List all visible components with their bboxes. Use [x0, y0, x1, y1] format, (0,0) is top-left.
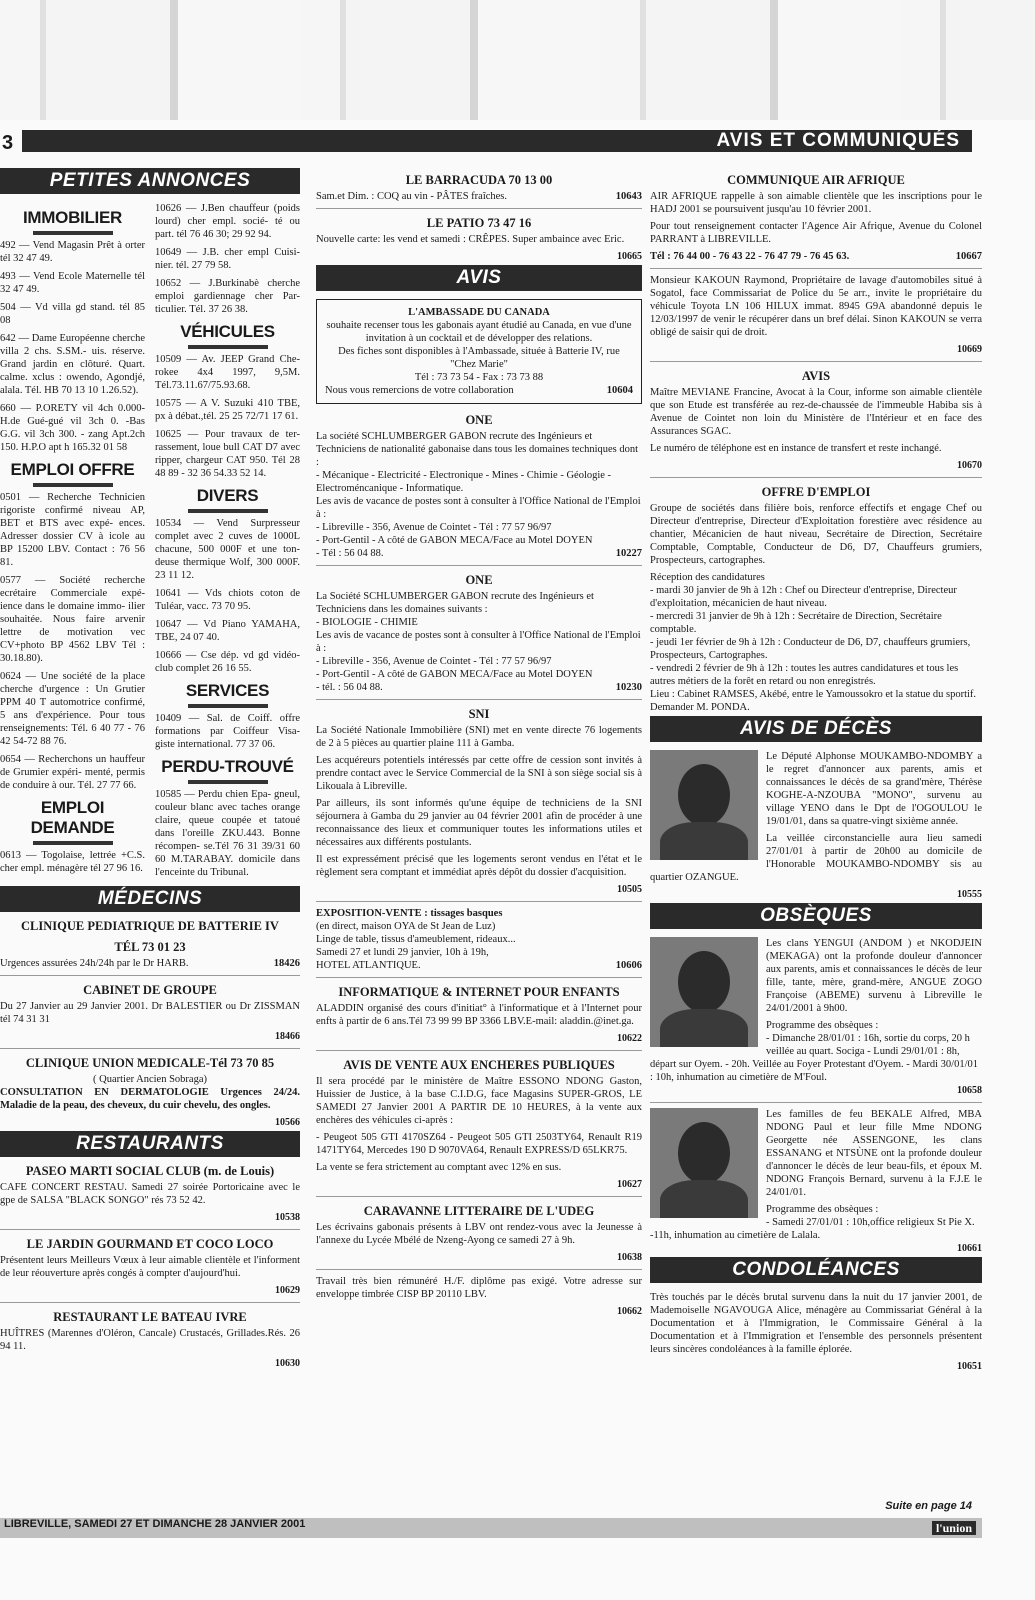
condoleances-banner: CONDOLÉANCES [650, 1257, 982, 1283]
ad-title: ONE [465, 573, 493, 587]
classified-ad: 10585 — Perdu chien Epa- gneul, couleur blanc avec taches orange claire, queue coupée et tatoué dans l'oreille ZKU.443. Bonne récompen- se.Tél 76 31 39/31 60 60 M.TARABAY. domicile dans l'enceinte du Tribunal. [155, 789, 300, 878]
ad-line: La société SCHLUMBERGER GABON recrute des Ingénieurs et Techniciens de nationalité gabonaise dans tous les domaines techniques dont : [316, 431, 639, 468]
ref-number: 10643 [615, 191, 642, 202]
restaurant-text: Présentent leurs Meilleurs Vœux à leur aimable clientèle et l'informent de leur réouverture après congés à compter d'aujourd'hui. [0, 1255, 300, 1279]
continued-on-page: Suite en page 14 [885, 1500, 972, 1512]
ad-paragraph: Par ailleurs, ils sont informés qu'une équipe de techniciens de la SNI séjournera à Gamba du 29 janvier au 04 février 2001 afin de procéder à une reconnaissance des lieux et communiquer toutes les informations utiles et nécessaires aux différents postulants. [316, 798, 642, 848]
restaurant-text: CAFE CONCERT RESTAU. Samedi 27 soirée Portoricaine avec le gpe de SALSA "BLACK SONGO" rés 73 52 42. [0, 1182, 300, 1206]
classified-ad: 10509 — Av. JEEP Grand Che- rokee 4x4 1997, 9,5M. Tél.73.11.67/75.93.68. [155, 354, 300, 391]
ad-text: Sam.et Dim. : COQ au vin - PÂTES fraîches. [316, 191, 508, 202]
ad-paragraph: Les acquéreurs potentiels intéressés par cette offre de cession sont invités à prendre contact avec le Service Commercial de la SNI à son siège social sis à Likouala à Libreville. [316, 755, 642, 792]
restaurant-name: PASEO MARTI SOCIAL CLUB (m. de Louis) [25, 1164, 275, 1178]
ad-line: Samedi 27 et lundi 29 janvier, 10h à 19h, [316, 947, 489, 958]
barracuda-ad [316, 174, 642, 203]
classified-ad: 493 — Vend Ecole Maternelle tél 32 47 49. [0, 271, 145, 295]
restaurant-name: LE JARDIN GOURMAND ET COCO LOCO [26, 1237, 274, 1251]
deces-notice [650, 750, 982, 901]
classified-ad: 0501 — Recherche Technicien rigoriste confirmé niveau AP, BET et BTS avec expé- ences. Adresser dossier CV à icole au BP 15200 LBV. Contact : 76 56 81. [0, 492, 145, 568]
ref-number: 10638 [617, 1252, 642, 1263]
ad-line: - Peugeot 505 GTI 4170SZ64 - Peugeot 505 GTI 2503TY64, Renault R19 1471TY64, Mercedes 190 D 9070VA64, Renault EXPRESS/D 65LKR75. [316, 1132, 642, 1156]
classified-ad: 10641 — Vds chiots coton de Tuléar, vacc. 73 70 95. [155, 588, 300, 612]
ad-text: Maître MEVIANE Francine, Avocat à la Cour, informe son aimable clientèle que son Etude est transférée au rez-de-chaussée de l'immeuble Habiba sis à Avenue de Cointet non loin du Ministère de l'Intérieur et en face des Assurances SGAC. [650, 387, 982, 437]
ad-text: Le Député Alphonse MOUKAMBO-NDOMBY a le regret d'annoncer aux parents, amis et connaissances le décès de sa grand'mère, Thérèse KOGHE-A-NZOUBA "MONO", survenu au village YENO dans le Dpt de l'OGOULOU le 19/01/01, dans sa quatre-vingt sixième année. [766, 751, 982, 827]
restaurant-name: RESTAURANT LE BATEAU IVRE [53, 1310, 247, 1324]
ad-line: HOTEL ATLANTIQUE. [316, 960, 421, 971]
ad-line: - jeudi 1er février de 9h à 12h : Conducteur de D6, D7, chauffeurs grumiers, Prospecteurs, Cartographes. [650, 637, 971, 661]
ad-line: Linge de table, tissus d'ameublement, rideaux... [316, 934, 516, 945]
ref-number: 10669 [957, 344, 982, 355]
vente-encheres [316, 1059, 642, 1191]
restaurant-paseo-marti [0, 1165, 300, 1224]
ad-text: Les clans YENGUI (ANDOM ) et NKODJEIN (MEKAGA) ont la profonde douleur d'annoncer aux parents, amis et connaissances le décès de leur fille, tante, mère, grand-mère, ANGUE ZOGO Françoise (ABEME) survenu à Libreville le 24/01/2001 à 9h00. [766, 938, 982, 1014]
ref-number: 10538 [275, 1212, 300, 1223]
ref-number: 10566 [275, 1117, 300, 1128]
right-column [650, 166, 982, 1373]
classified-ad: 0654 — Recherchons un hauffeur de Grumier expéri- menté, permis de conduire à our. Tél. 27 77 66. [0, 754, 145, 791]
ad-line: - vendredi 2 février de 9h à 12h : toutes les autres candidatures et tous les autres métiers de la forêt en retard ou non enregistrés. [650, 663, 959, 687]
ref-number: 18466 [275, 1031, 300, 1042]
ref-number: 10661 [957, 1243, 982, 1254]
ref-number: 10622 [617, 1033, 642, 1044]
exposition-vente [316, 907, 642, 972]
ad-line: Programme des obsèques : [766, 1204, 879, 1215]
classified-ad: 0577 — Société recherche ecrétaire Commerciale expé- ience dans le domaine immo- ilier souhaitée. Nous faire arvenir lettre de motivation vec CV+photo BP 4562 LBV Tél : 30.18.80). [0, 575, 145, 664]
ad-text: Monsieur KAKOUN Raymond, Propriétaire de lavage d'automobiles situé à Sogatol, face Commissariat de Police du 5e arr., invite le propriétaire du véhicule Toyota LN 106 HILUX immat. 8945 G9A abandonné depuis le 12/03/1997 de venir le récupérer dans un bref délai. Sinon KAKOUN se verra obligé de saisir qui de droit. [650, 275, 982, 338]
ref-number: 10630 [275, 1358, 300, 1369]
classified-ad: 0624 — Une société de la place cherche d'urgence : Un Grutier PPM 40 T automotrice confirmé, 5 ans d'expérience. Pour tous renseignements: Tél. 6 40 77 - 76 42 54-72 88 76. [0, 671, 145, 747]
ad-title: INFORMATIQUE & INTERNET POUR ENFANTS [338, 985, 620, 999]
ad-line: Programme des obsèques : [766, 1020, 879, 1031]
ref-number: 10658 [957, 1085, 982, 1096]
classified-ad: 10534 — Vend Surpresseur complet avec 2 cuves de 1000L chacune, 500 000F et une ton- deuse thermique Wolf, 300 000F. 23 11 12. [155, 518, 300, 581]
section-title: AVIS ET COMMUNIQUÉS [711, 130, 967, 152]
classified-ad: 10625 — Pour travaux de ter- rassement, loue bull CAT D7 avec ripper, chargeur CAT 950. Tél 28 48 89 - 32 36 54.33 52 14. [155, 429, 300, 479]
category-emploi-demande: EMPLOI DEMANDE [0, 798, 145, 845]
newspaper-logo: l'union [932, 1521, 976, 1535]
one-schlumberger-2 [316, 574, 642, 694]
offre-emploi [650, 486, 982, 714]
clinic-name: CLINIQUE PEDIATRIQUE DE BATTERIE IV [21, 919, 279, 933]
ad-line: Réception des candidatures [650, 572, 765, 583]
clinic-phone: TÉL 73 01 23 [114, 940, 186, 954]
ref-number: 10670 [957, 460, 982, 471]
classified-ad: 504 — Vd villa gd stand. tél 85 08 [0, 302, 145, 326]
avis-meviane [650, 370, 982, 472]
classified-ad: 10575 — A V. Suzuki 410 TBE, px à débat.,tél. 25 25 72/71 17 61. [155, 398, 300, 422]
classified-ad: 10666 — Cse dép. vd gd vidéo- club complet 26 16 55. [155, 650, 300, 674]
ad-title: ONE [465, 413, 493, 427]
ad-text: Travail très bien rémunéré H./F. diplôme pas exigé. Votre adresse sur enveloppe timbrée CISP BP 20110 LBV. [316, 1276, 642, 1300]
ad-phones: Tél : 76 44 00 - 76 43 22 - 76 47 79 - 76 45 63. [650, 251, 850, 262]
deceased-photo [650, 937, 758, 1047]
category-perdu-trouve: PERDU-TROUVÉ [155, 757, 300, 784]
classified-ad: 10649 — J.B. cher empl Cuisi- nier. tél. 27 79 58. [155, 247, 300, 271]
restaurant-text: HUÎTRES (Marennes d'Oléron, Cancale) Crustacés, Grillades.Rés. 26 94 11. [0, 1328, 300, 1352]
ad-title: AVIS DE VENTE AUX ENCHERES PUBLIQUES [343, 1058, 615, 1072]
ad-text: La veillée circonstancielle aura lieu samedi 27/01/01 à partir de 20h00 au domicile de l'Honorable MOUKAMBO-NDOMBY sis au quartier OZANGUE. [650, 833, 982, 883]
clinic-text: Urgences assurées 24h/24h par le Dr HARB. [0, 958, 189, 969]
ref-number: 10651 [957, 1361, 982, 1372]
ad-text: Très touchés par le décès brutal survenu dans la nuit du 17 janvier 2001, de Mademoiselle NGAVOUGA Alice, ménagère au Commissariat Général à la Documentation et à l'Immigration, le Commissaire Général à la Documentation et à l'Immigration et l'ensemble des personnels présentent leurs sincères condoléances à la famille éplorée. [650, 1292, 982, 1355]
page-footer [0, 1518, 982, 1538]
ad-text: Le numéro de téléphone est en instance de transfert et reste inchangé. [650, 443, 942, 454]
ad-text: Des fiches sont disponibles à l'Ambassade, située à Batterie IV, rue "Chez Marie" [338, 346, 620, 370]
ad-text: Il sera procédé par le ministère de Maître ESSONO NDONG Gaston, Huissier de Justice, à la base C.I.D.G, face Magasins SUPER-GROS, LE SAMEDI 27 Janvier 2001 A PARTIR DE 10 HEURES, à la vente aux enchères des véhicules ci-après : [316, 1076, 642, 1126]
ad-text: Pour tout renseignement contacter l'Agence Air Afrique, Avenue du Colonel PARRANT à LIBREVILLE. [650, 221, 982, 245]
left-column [0, 166, 300, 1370]
ad-title: AVIS [801, 369, 831, 383]
ad-line: Lieu : Cabinet RAMSES, Akébé, entre le Yamoussokro et la statue du sportif. Demander M. PONDA. [650, 689, 977, 713]
classified-ad: 0613 — Togolaise, lettrée +C.S. cher empl. ménagère tél 27 96 16. [0, 850, 145, 874]
obseques-banner: OBSÈQUES [650, 903, 982, 929]
section-header-bar [22, 130, 972, 152]
category-vehicules: VÉHICULES [155, 322, 300, 349]
ad-line: - Dimanche 28/01/01 : 16h, sortie du corps, 20 h veillée au quart. Sociga - Lundi 29/01/01 : 8h, départ sur Oyem. - 20h. Veillée au Foyer Protestant d'Oyem. - Mardi 30/01/01 : 10h, inhumation au cimetière de M'Foul. [650, 1033, 979, 1083]
avis-deces-banner: AVIS DE DÉCÈS [650, 716, 982, 742]
classified-ad: 10626 — J.Ben chauffeur (poids lourd) cher empl. socié- té ou part. tél 76 46 30; 29 92 94. [155, 203, 300, 240]
air-afrique-notice [650, 174, 982, 263]
informatique-enfants [316, 986, 642, 1045]
ad-line: - Port-Gentil - A côté de GABON MECA/Face au Motel DOYEN [316, 535, 593, 546]
ref-number: 10606 [615, 960, 642, 971]
clinic-text: Du 27 Janvier au 29 Janvier 2001. Dr BALESTIER ou Dr ZISSMAN tél 74 31 31 [0, 1001, 300, 1025]
restaurants-banner: RESTAURANTS [0, 1131, 300, 1157]
ad-title: LE BARRACUDA 70 13 00 [405, 173, 553, 187]
ad-title: SNI [468, 707, 490, 721]
category-immobilier: IMMOBILIER [0, 208, 145, 235]
clinic-text: CONSULTATION EN DERMATOLOGIE Urgences 24/24. Maladie de la peau, des cheveux, du cuir chevelu, des ongles. [0, 1087, 300, 1111]
ad-text: Tél : 73 73 54 - Fax : 73 73 88 [414, 372, 544, 383]
ad-text: AIR AFRIQUE rappelle à son aimable clientèle que les inscriptions pour le HADJ 2001 se poursuivent jusqu'au 10 février 2001. [650, 191, 982, 215]
ad-text: Groupe de sociétés dans filière bois, renforce effectifs et engage Chef ou Directeur d'entreprise, Directeur d'Exploitation forestière avec résidence au chantier, Mécanicien de haut niveau, Secrétaire de Direction, Secrétaire Comptable, Comptable, Conducteur de D6, D7, Chauffeurs grumiers, Prospecteurs, cartographes. [650, 503, 982, 566]
caravane-udeg [316, 1205, 642, 1264]
classified-ad: 10647 — Vd Piano YAMAHA, TBE, 24 07 40. [155, 619, 300, 643]
ad-text: Nous vous remercions de votre collaboration [325, 385, 514, 396]
classified-ad: 10409 — Sal. de Coiff. offre formations par Coiffeur Visa- giste international. 77 37 06. [155, 713, 300, 750]
clinic-name: CABINET DE GROUPE [83, 983, 217, 997]
edition-date: LIBREVILLE, SAMEDI 27 ET DIMANCHE 28 JANVIER 2001 [4, 1518, 306, 1530]
ad-text: Les familles de feu BEKALE Alfred, MBA NDONG Paul et leur fille Mme NDONG Georgette née ASSENGONE, les clans ESSANANG et NTSÙNE ont la profonde douleur d'annoncer le décès de leur beau-fils, et époux M. NDONG François Bernard, survenu à la F.J.E le 24/01/01. [766, 1109, 982, 1198]
ad-text: Nouvelle carte: les vend et samedi : CRÊPES. Super ambaince avec Eric. [316, 234, 625, 245]
ad-line: - Libreville - 356, Avenue de Cointet - Tél : 77 57 96/97 [316, 656, 552, 667]
ad-line: - mercredi 31 janvier de 9h à 12h : Secrétaire de Direction, Secrétaire comptable. [650, 611, 942, 635]
medecin-cabinet-groupe [0, 984, 300, 1043]
patio-ad [316, 217, 642, 263]
avis-banner: AVIS [316, 265, 642, 291]
ref-number: 10604 [606, 385, 633, 396]
ad-line: Les avis de vacance de postes sont à consulter à l'Office National de l'Emploi à : [316, 496, 641, 520]
ad-line: - Mécanique - Electricité - Electronique - Mines - Chimie - Géologie - Electroméncanique - Informatique. [316, 470, 612, 494]
ad-line: - Port-Gentil - A côté de GABON MECA/Face au Motel DOYEN [316, 669, 593, 680]
classified-ad: 492 — Vend Magasin Prêt à orter tél 32 47 49. [0, 240, 145, 264]
ref-number: 10227 [615, 548, 642, 559]
ref-number: 10667 [955, 251, 982, 262]
ad-paragraph: Il est expressément précisé que les logements seront vendus en l'état et le règlement sera comptant et immédiat après dépôt du dossier d'acquisition. [316, 854, 642, 878]
travail-ad [316, 1275, 642, 1318]
condoleances-notice [650, 1291, 982, 1373]
obseques-notice-1 [650, 937, 982, 1097]
medecins-banner: MÉDECINS [0, 886, 300, 912]
category-services: SERVICES [155, 681, 300, 708]
scan-background [0, 0, 1035, 120]
deceased-photo [650, 750, 758, 860]
classifieds-grid [0, 202, 300, 884]
ad-text: Les écrivains gabonais présents à LBV ont rendez-vous avec la Jeunesse à l'annexe du Lycée Mbélé de Nzeng-Ayong ce samedi 27 à 9h. [316, 1222, 642, 1246]
classified-ad: 642 — Dame Européenne cherche villa 2 chs. S.SM.- uis. réserve. Grand jardin en clôturé. Quart. calme. xclus : owendo, Agondjé, alala. Tél. HB 70 13 10 1.26.52). [0, 333, 145, 396]
ad-title: COMMUNIQUE AIR AFRIQUE [727, 173, 905, 187]
classifieds-col-a [0, 202, 145, 884]
ad-title: OFFRE D'EMPLOI [761, 485, 871, 499]
newspaper-page [0, 126, 982, 1538]
ad-text: La vente se fera strictement au comptant avec 12% en sus. [316, 1162, 562, 1173]
page-number: 3 [2, 132, 14, 154]
ad-line: - tél. : 56 04 88. [316, 682, 383, 693]
restaurant-bateau-ivre [0, 1311, 300, 1370]
ad-title: L'AMBASSADE DU CANADA [408, 307, 550, 318]
ad-line: - Libreville - 356, Avenue de Cointet - Tél : 77 57 96/97 [316, 522, 552, 533]
medecin-clinique-pediatrique [0, 920, 300, 970]
restaurant-jardin-gourmand [0, 1238, 300, 1297]
ad-line: - BIOLOGIE - CHIMIE [316, 617, 418, 628]
ad-text: souhaite recenser tous les gabonais ayant étudié au Canada, en vue d'une invitation à un cocktail et de développer des relations. [326, 320, 632, 344]
ad-title: EXPOSITION-VENTE : tissages basques [316, 908, 503, 919]
petites-annonces-banner: PETITES ANNONCES [0, 168, 300, 194]
ad-title: LE PATIO 73 47 16 [426, 216, 532, 230]
ad-line: - mardi 30 janvier de 9h à 12h : Chef ou Directeur d'entreprise, Directeur d'exploitation, mécanicien de haut niveau. [650, 585, 957, 609]
clinic-name: CLINIQUE UNION MEDICALE-Tél 73 70 85 [25, 1056, 275, 1070]
ad-line: (en direct, maison OYA de St Jean de Luz) [316, 921, 496, 932]
ad-title: CARAVANNE LITTERAIRE DE L'UDEG [363, 1204, 595, 1218]
one-schlumberger-1 [316, 414, 642, 560]
ref-number: 18426 [273, 958, 300, 969]
ref-number: 10505 [617, 884, 642, 895]
sni-notice [316, 708, 642, 896]
clinic-sub: ( Quartier Ancien Sobraga) [93, 1074, 207, 1085]
kakoun-notice [650, 274, 982, 356]
obseques-notice-2 [650, 1108, 982, 1255]
ambassade-canada-box [316, 299, 642, 404]
ref-number: 10230 [615, 682, 642, 693]
ad-line: - Samedi 27/01/01 : 10h,office religieux St Pie X. -11h, inhumation au cimetière de Lalala. [650, 1217, 975, 1241]
ref-number: 10662 [617, 1306, 642, 1317]
ref-number: 10555 [957, 889, 982, 900]
category-emploi-offre: EMPLOI OFFRE [0, 460, 145, 487]
ref-number: 10627 [617, 1179, 642, 1190]
category-divers: DIVERS [155, 486, 300, 513]
ref-number: 10665 [617, 251, 642, 262]
medecin-clinique-union [0, 1057, 300, 1129]
ref-number: 10629 [275, 1285, 300, 1296]
ad-paragraph: La Société Nationale Immobilière (SNI) met en vente directe 76 logements de 2 à 5 pièces au quartier plaine 111 à Gamba. [316, 725, 642, 749]
ad-line: La Société SCHLUMBERGER GABON recrute des Ingénieurs et Techniciens dans les domaines suivants : [316, 591, 594, 615]
ad-line: Les avis de vacance de postes sont à consulter à l'Office National de l'Emploi à : [316, 630, 641, 654]
ad-text: ALADDIN organisé des cours d'initiat° à l'informatique et à l'Internet pour enfts à partir de 6 ans.Tél 73 99 99 BP 3366 LBV.E-mail: aladdin.@inet.ga. [316, 1003, 642, 1027]
classifieds-col-b [155, 202, 300, 884]
classified-ad: 660 — P.ORETY vil 4ch 0.000- H.de Gué-gué vil 3ch 0. -Bas G.G. vil 3ch 300. - zang Apt.2ch 150. H.P.O apt h 165.32 01 58 [0, 403, 145, 453]
middle-column [316, 166, 642, 1318]
classified-ad: 10652 — J.Burkinabè cherche emploi gardiennage cher Par- ticulier. Tél. 37 26 38. [155, 278, 300, 315]
deceased-photo [650, 1108, 758, 1218]
ad-line: - Tél : 56 04 88. [316, 548, 384, 559]
